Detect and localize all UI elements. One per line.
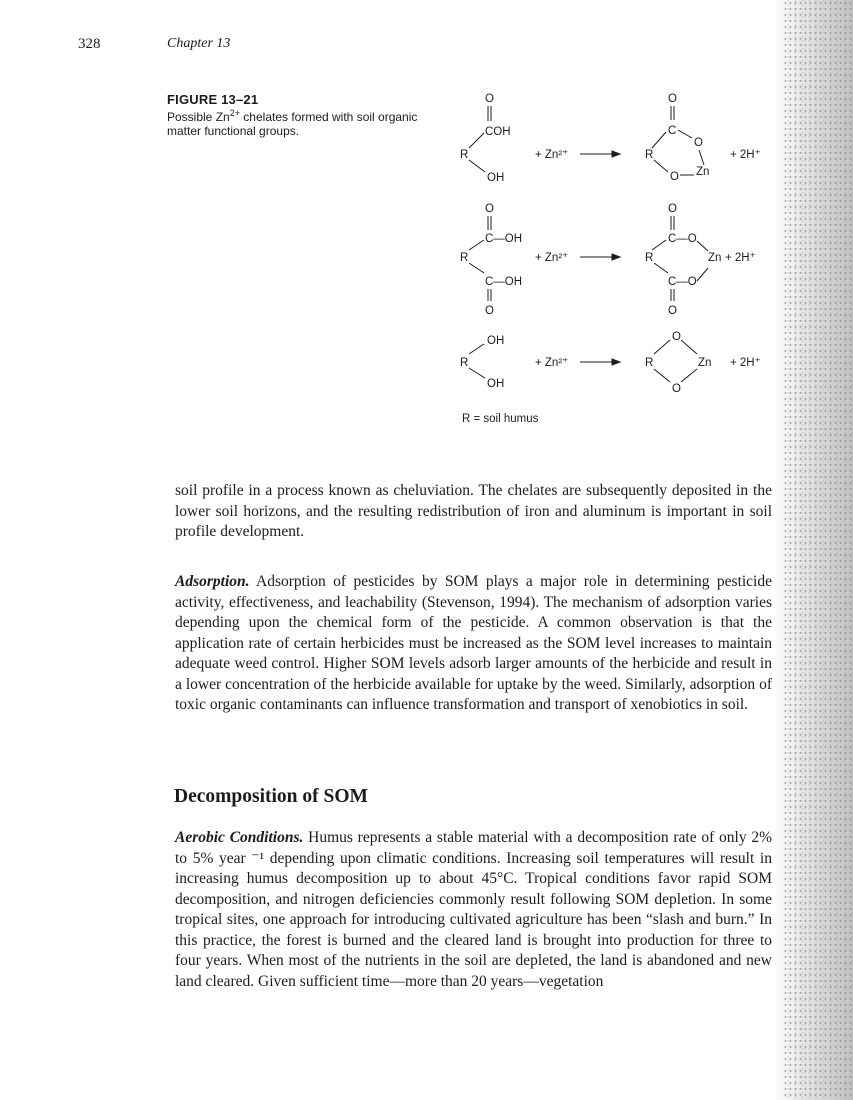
r2-prod-co-top: C—O — [668, 233, 697, 245]
adsorption-text: Adsorption of pesticides by SOM plays a major role in determining pesticide activity, effectiveness, and leachability (Stevenson, 1994). The mechanism of adsorption varies depending upon the chemical form of the pesticide. A common observation is that the application rate of certain herbicides must be increased as the SOM level increases to maintain adequate weed control. Higher SOM levels adsorb larger amounts of the herbicide and result in a lower concentration of the herbicide available for uptake by the weed. Similarly, adsorption of toxic organic contaminants can influence transformation and transport of xenobiotics in soil. — [175, 573, 772, 713]
r2-carbonyl-o-bottom: O — [485, 305, 494, 317]
r1-prod-bond-c-o — [678, 130, 692, 138]
r2-reagent: + Zn²⁺ — [535, 252, 569, 264]
section-heading: Decomposition of SOM — [174, 786, 368, 807]
adsorption-lead: Adsorption. — [175, 573, 250, 590]
figure-caption — [167, 106, 427, 138]
page-number: 328 — [78, 36, 101, 52]
r1-coh: COH — [485, 126, 511, 138]
page-edge-speckle — [783, 0, 853, 1100]
r1-prod-bond-o-zn-top — [699, 150, 704, 165]
chelate-reaction-diagram — [440, 88, 770, 433]
r1-prod-carbonyl-o: O — [668, 93, 677, 105]
r1-prod-zn: Zn — [696, 166, 710, 178]
reaction-3 — [460, 331, 761, 395]
r2-byproduct: + 2H⁺ — [725, 252, 756, 264]
figure-number: FIGURE 13–21 — [167, 92, 259, 107]
r3-prod-zn: Zn — [698, 357, 712, 369]
r3-bond-lower — [469, 368, 485, 378]
r2-prod-bond-r-bot — [654, 263, 668, 273]
aerobic-text: Humus represents a stable material with a decomposition rate of only 2% to 5% year ⁻¹ depending upon climatic conditions. Increasing soil temperatures will result in increasing humus decomposition up to about 45°C. Tropical conditions favor rapid SOM decomposition, and nitrogen deficiencies commonly result following SOM depletion. In some tropical sites, one approach for introducing cultivated agriculture has been “slash and burn.” In this practice, the forest is burned and the cleared land is brought into production for three to four years. When most of the nutrients in the soil are depleted, the land is abandoned and new land cleared. Given sufficient time—more than 20 years—vegetation — [175, 829, 773, 990]
r1-oh: OH — [487, 172, 505, 184]
r3-arrow-head — [612, 359, 620, 365]
r2-prod-r: R — [645, 252, 654, 264]
r1-prod-r: R — [645, 149, 654, 161]
r2-prod-bond-r-top — [652, 240, 666, 250]
r2-carbonyl-o-top: O — [485, 203, 494, 215]
r2-bond-upper — [469, 240, 484, 250]
r3-prod-r: R — [645, 357, 654, 369]
r1-arrow-head — [612, 151, 620, 157]
r2-arrow-head — [612, 254, 620, 260]
r3-r: R — [460, 357, 469, 369]
r3-bond-upper — [469, 344, 484, 354]
r1-prod-o-lower: O — [670, 171, 679, 183]
r2-prod-o-top: O — [668, 203, 677, 215]
chapter-title: Chapter 13 — [167, 36, 231, 51]
r3-prod-bond-r-bot — [654, 369, 670, 382]
r2-cooh-top: C—OH — [485, 233, 523, 245]
aerobic-lead: Aerobic Conditions. — [175, 829, 304, 846]
r2-prod-co-bottom: C—O — [668, 276, 697, 288]
r2-prod-zn: Zn — [708, 252, 722, 264]
r3-prod-o-top: O — [672, 331, 681, 343]
caption-text-pre: Possible Zn — [167, 110, 230, 124]
reaction-1 — [460, 93, 761, 184]
r2-prod-bond-o-zn-bot — [697, 268, 708, 281]
r2-cooh-bottom: C—OH — [485, 276, 523, 288]
r2-bond-lower — [469, 263, 484, 273]
paragraph-adsorption — [175, 572, 772, 716]
r1-prod-bond-r-o — [654, 160, 668, 172]
r3-prod-bond-o-zn-bot — [681, 369, 697, 382]
r1-bond-upper — [469, 133, 484, 148]
r1-carbonyl-o: O — [485, 93, 494, 105]
r1-bond-lower — [469, 160, 485, 172]
r1-byproduct: + 2H⁺ — [730, 149, 761, 161]
r3-prod-bond-o-zn-top — [681, 340, 697, 354]
r3-oh-top: OH — [487, 335, 505, 347]
r3-prod-bond-r-top — [654, 340, 670, 354]
r1-reagent: + Zn²⁺ — [535, 149, 569, 161]
r1-prod-c: C — [668, 125, 677, 137]
r1-prod-bond-r-c — [652, 132, 666, 148]
r2-r: R — [460, 252, 469, 264]
r2-prod-bond-o-zn-top — [697, 241, 708, 251]
r3-prod-o-bottom: O — [672, 383, 681, 395]
caption-superscript: 2+ — [229, 108, 240, 118]
paragraph-aerobic — [175, 828, 772, 992]
paragraph-cheluviation: soil profile in a process known as cheluviation. The chelates are subsequently deposited in the lower soil horizons, and the resulting redistribution of iron and aluminum is important in soil profile development. — [175, 482, 772, 540]
r1-r: R — [460, 149, 469, 161]
r3-oh-bottom: OH — [487, 378, 505, 390]
reaction-2 — [460, 203, 756, 317]
r3-reagent: + Zn²⁺ — [535, 357, 569, 369]
caption-text-post: chelates formed with soil organic matter functional groups. — [167, 110, 418, 138]
r3-byproduct: + 2H⁺ — [730, 357, 761, 369]
r1-prod-o-ring: O — [694, 137, 703, 149]
figure-legend: R = soil humus — [462, 413, 539, 425]
r2-prod-o-bottom: O — [668, 305, 677, 317]
